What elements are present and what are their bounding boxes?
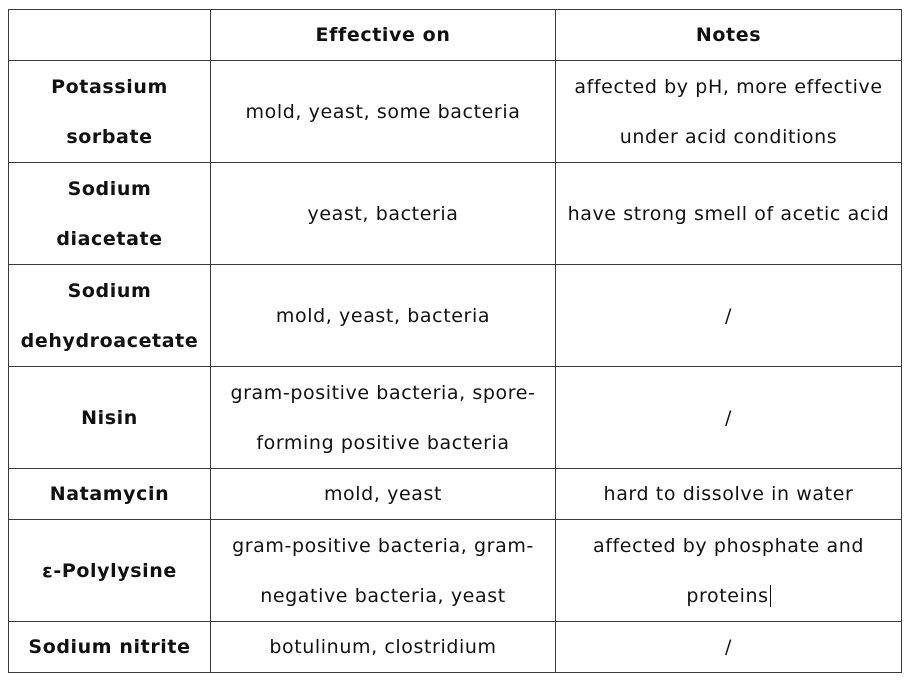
header-cell-effective-on[interactable]: Effective on: [211, 10, 556, 61]
preservative-name-cell[interactable]: Sodium nitrite: [9, 622, 211, 673]
table-row: [9, 622, 902, 673]
effective-on-cell[interactable]: yeast, bacteria: [211, 163, 556, 265]
notes-text: affected by phosphate and proteins: [592, 534, 865, 607]
effective-on-cell[interactable]: gram-positive bacteria, spore-forming positive bacteria: [211, 367, 556, 469]
preservative-name-cell[interactable]: Natamycin: [9, 469, 211, 520]
effective-on-cell[interactable]: mold, yeast: [211, 469, 556, 520]
table-row: [9, 163, 902, 265]
notes-cell[interactable]: /: [556, 622, 902, 673]
notes-cell[interactable]: [556, 520, 902, 622]
text-cursor: [770, 585, 771, 607]
notes-cell[interactable]: /: [556, 265, 902, 367]
notes-cell[interactable]: affected by pH, more effective under acid conditions: [556, 61, 902, 163]
preservative-name-cell[interactable]: ε-Polylysine: [9, 520, 211, 622]
table-row: [9, 520, 902, 622]
header-row: [9, 10, 902, 61]
header-cell-notes[interactable]: Notes: [556, 10, 902, 61]
preservative-name-cell[interactable]: Nisin: [9, 367, 211, 469]
preservative-name-cell[interactable]: Sodium diacetate: [9, 163, 211, 265]
notes-cell[interactable]: have strong smell of acetic acid: [556, 163, 902, 265]
notes-cell[interactable]: hard to dissolve in water: [556, 469, 902, 520]
header-cell-empty[interactable]: [9, 10, 211, 61]
table-row: [9, 61, 902, 163]
notes-cell[interactable]: /: [556, 367, 902, 469]
effective-on-cell[interactable]: mold, yeast, bacteria: [211, 265, 556, 367]
table-row: [9, 469, 902, 520]
preservative-name-cell[interactable]: Potassium sorbate: [9, 61, 211, 163]
effective-on-cell[interactable]: mold, yeast, some bacteria: [211, 61, 556, 163]
effective-on-cell[interactable]: gram-positive bacteria, gram-negative bacteria, yeast: [211, 520, 556, 622]
effective-on-cell[interactable]: botulinum, clostridium: [211, 622, 556, 673]
preservatives-table: [8, 9, 902, 673]
table-row: [9, 265, 902, 367]
preservative-name-cell[interactable]: Sodium dehydroacetate: [9, 265, 211, 367]
table-row: [9, 367, 902, 469]
